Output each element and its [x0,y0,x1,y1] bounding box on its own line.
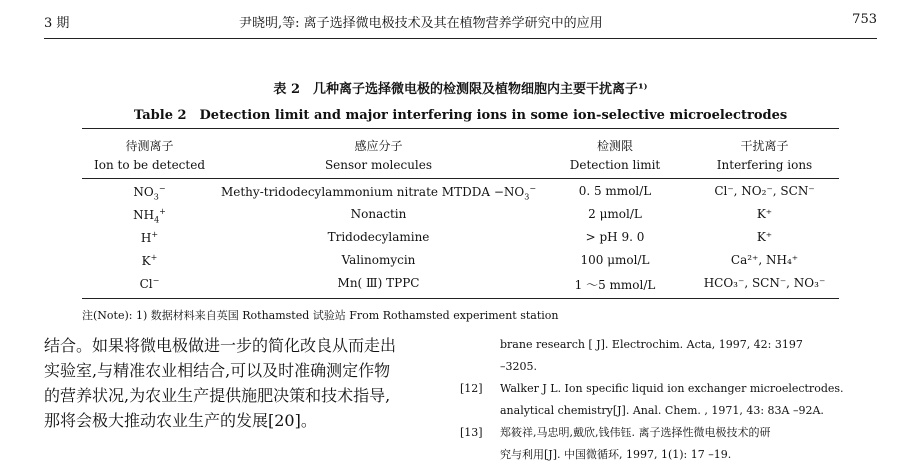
sensor-cell: Nonactin [350,207,407,221]
table-header-rule [82,178,839,179]
header-interfering-cn: 干扰离子 [740,139,789,153]
page-number: 753 [852,12,877,27]
table-row [82,276,839,298]
limit-cell: 100 μmol/L [580,253,650,267]
body-line: 结合。如果将微电极做进一步的简化改良从而走出 [44,336,397,355]
issue-number: 3 期 [44,16,70,31]
reference-line: brane research [ J]. Electrochim. Acta, 1997, 42: 3197 [500,338,803,351]
body-line: 那将会极大推动农业生产的发展[20]。 [44,411,317,430]
limit-cell: > pH 9. 0 [585,230,645,244]
reference-list [460,334,880,466]
sensor-cell: Methy-tridodecylammonium nitrate MTDDA $-NO_3^-$ [220,184,537,202]
interfering-cell: Cl⁻, NO₂⁻, SCN⁻ [714,184,815,198]
table-header-row-cn [82,137,839,159]
body-line: 实验室,与精准农业相结合,可以及时准确测定作物 [44,361,391,380]
interfering-cell: K⁺ [756,230,773,244]
ion-cell: $NO_3^-$ [133,184,166,202]
table-row [82,184,839,206]
header-limit-en: Detection limit [569,158,661,172]
header-rule [44,38,877,39]
reference-number: [13] [460,426,483,439]
reference-item [460,378,880,422]
body-paragraph [44,333,444,433]
table-note: 注(Note): 1) 数据材料来自英国 Rothamsted 试验站 From Rothamsted experiment station [82,309,559,322]
interfering-cell: Ca²⁺, NH₄⁺ [730,253,799,267]
table-row [82,230,839,252]
reference-item [460,422,880,466]
limit-cell: 1 ～5 mmol/L [574,278,656,292]
interfering-cell: K⁺ [756,207,773,221]
reference-line: analytical chemistry[J]. Anal. Chem. , 1971, 43: 83A –92A. [500,404,824,417]
reference-line: –3205. [500,360,537,373]
header-sensor-cn: 感应分子 [354,139,403,153]
header-interfering-en: Interfering ions [716,158,813,172]
header-sensor-en: Sensor molecules [324,158,433,172]
table-header-row-en [82,158,839,180]
interfering-cell: HCO₃⁻, SCN⁻, NO₃⁻ [703,276,826,290]
reference-line: Walker J L. Ion specific liquid ion exchanger microelectrodes. [500,382,844,395]
running-header [44,12,877,36]
reference-line: 郑筱祥,马忠明,戴欣,钱伟钰. 离子选择性微电极技术的研 [500,426,771,439]
reference-item [460,334,880,378]
header-ion-cn: 待测离子 [125,139,174,153]
table-bottom-rule [82,298,839,299]
ion-cell: Cl− [139,276,160,291]
sensor-cell: Mn( Ⅲ) TPPC [337,276,420,290]
reference-number: [12] [460,382,483,395]
ion-cell: K+ [141,253,158,268]
reference-line: 究与利用[J]. 中国微循环, 1997, 1(1): 17 –19. [500,448,732,461]
header-limit-cn: 检测限 [596,139,633,153]
running-title: 尹晓明,等: 离子选择微电极技术及其在植物营养学研究中的应用 [239,16,603,31]
table-row [82,253,839,275]
table-caption-cn: 表 2 几种离子选择微电极的检测限及植物细胞内主要干扰离子¹⁾ [273,82,648,97]
table-row [82,207,839,229]
sensor-cell: Tridodecylamine [327,230,430,244]
ion-cell: $NH_4^+$ [133,207,166,225]
header-ion-en: Ion to be detected [94,158,205,172]
limit-cell: 0. 5 mmol/L [578,184,652,198]
ion-cell: H+ [140,230,159,245]
body-line: 的营养状况,为农业生产提供施肥决策和技术指导, [44,386,391,405]
table-top-rule [82,128,839,129]
table-caption-en: Table 2 Detection limit and major interfering ions in some ion-selective microelectrodes [133,108,788,123]
sensor-cell: Valinomycin [341,253,416,267]
limit-cell: 2 μmol/L [588,207,642,221]
